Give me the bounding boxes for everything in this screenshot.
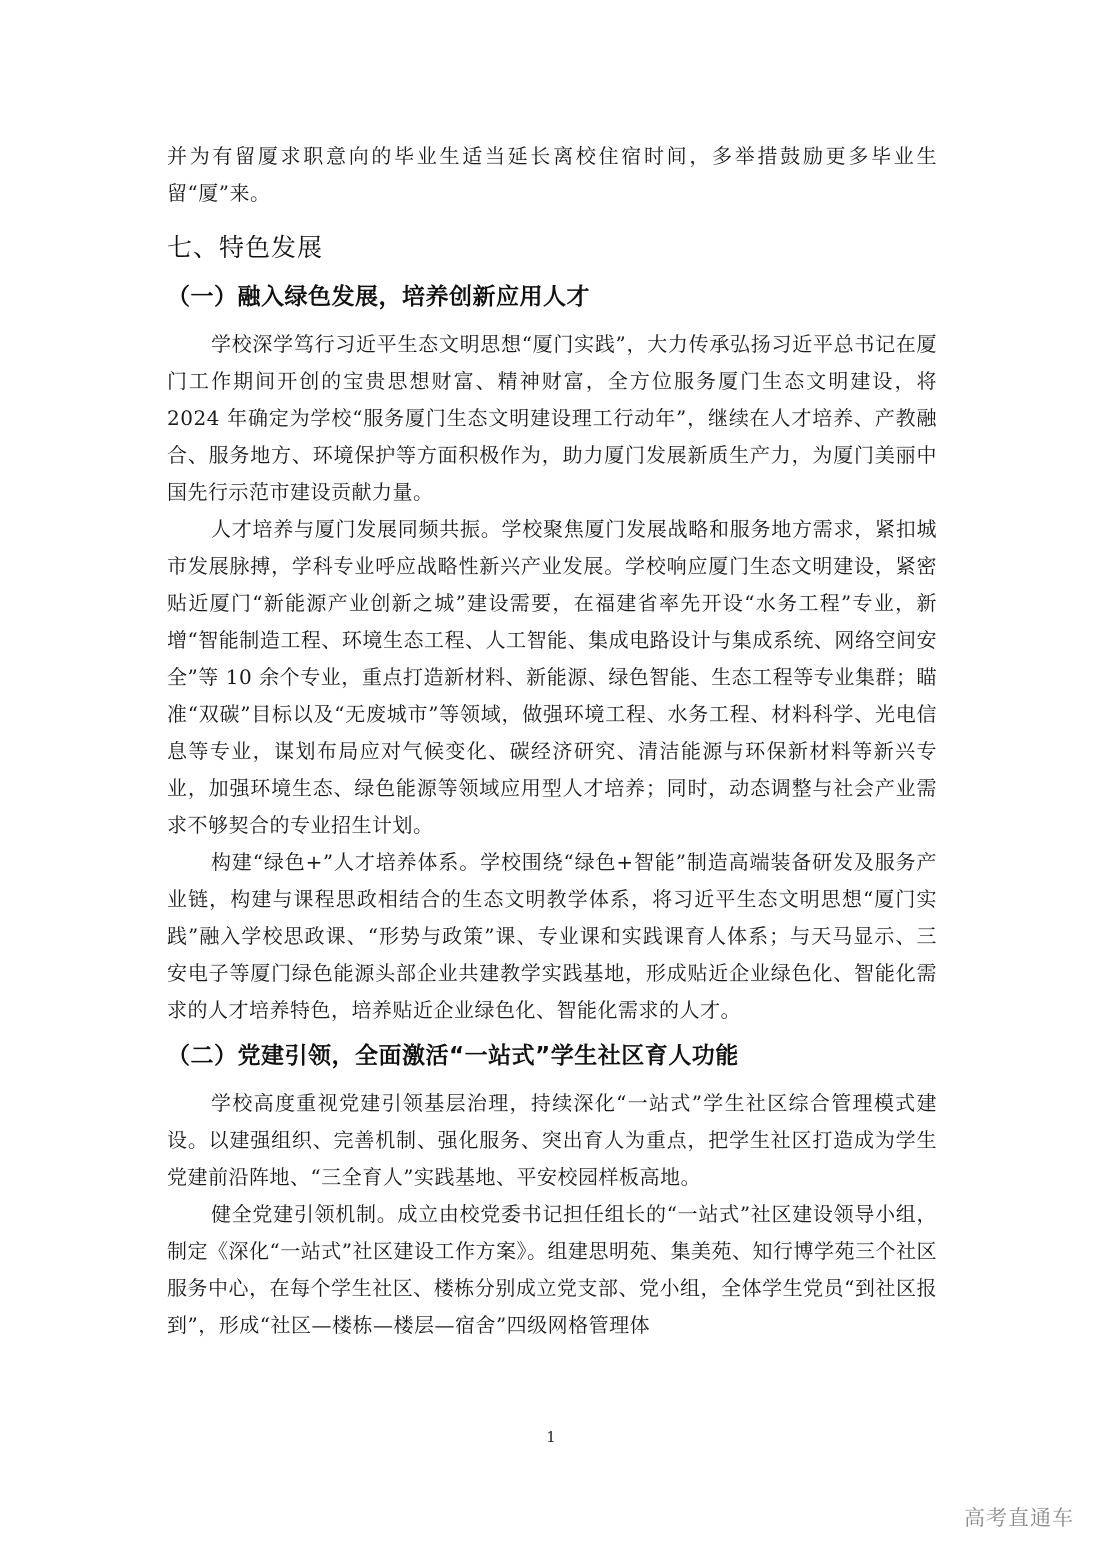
watermark: 高考直通车	[964, 1506, 1074, 1530]
subsection-2-paragraph-2: 健全党建引领机制。成立由校党委书记担任组长的“一站式”社区建设领导小组，制定《深化“一站式”社区建设工作方案》。组建思明苑、集美苑、知行博学苑三个社区服务中心，在每个学生社区、楼栋分别成立党支部、党小组，全体学生党员“到社区报到”，形成“社区—楼栋—楼层—宿舍”四级网格管理体	[167, 1202, 937, 1337]
section-heading: 七、特色发展	[167, 233, 324, 262]
document-body	[167, 138, 937, 1344]
subsection-1-heading: （一）融入绿色发展，培养创新应用人才	[167, 284, 590, 310]
subsection-2-paragraph-1: 学校高度重视党建引领基层治理，持续深化“一站式”学生社区综合管理模式建设。以建强组织、完善机制、强化服务、突出育人为重点，把学生社区打造成为学生党建前沿阵地、“三全育人”实践基地、平安校园样板高地。	[167, 1091, 937, 1189]
subsection-1-paragraph-3: 构建“绿色+”人才培养体系。学校围绕“绿色+智能”制造高端装备研发及服务产业链，构建与课程思政相结合的生态文明教学体系，将习近平生态文明思想“厦门实践”融入学校思政课、“形势与政策”课、专业课和实践课育人体系；与天马显示、三安电子等厦门绿色能源头部企业共建教学实践基地，形成贴近企业绿色化、智能化需求的人才培养特色，培养贴近企业绿色化、智能化需求的人才。	[167, 850, 937, 1022]
subsection-1-paragraph-2: 人才培养与厦门发展同频共振。学校聚焦厦门发展战略和服务地方需求，紧扣城市发展脉搏，学科专业呼应战略性新兴产业发展。学校响应厦门生态文明建设，紧密贴近厦门“新能源产业创新之城”建设需要，在福建省率先开设“水务工程”专业，新增“智能制造工程、环境生态工程、人工智能、集成电路设计与集成系统、网络空间安全”等 10 余个专业，重点打造新材料、新能源、绿色智能、生态工程等专业集群；瞄准“双碳”目标以及“无废城市”等领域，做强环境工程、水务工程、材料科学、光电信息等专业，谋划布局应对气候变化、碳经济研究、清洁能源与环保新材料等新兴专业，加强环境生态、绿色能源等领域应用型人才培养；同时，动态调整与社会产业需求不够契合的专业招生计划。	[167, 517, 937, 837]
page-number: 1	[546, 1428, 556, 1446]
intro-paragraph: 并为有留厦求职意向的毕业生适当延长离校住宿时间，多举措鼓励更多毕业生留“厦”来。	[167, 144, 937, 205]
subsection-1-paragraph-1: 学校深学笃行习近平生态文明思想“厦门实践”，大力传承弘扬习近平总书记在厦门工作期间开创的宝贵思想财富、精神财富，全方位服务厦门生态文明建设，将 2024 年确定为学校“服务厦门生态文明建设理工行动年”，继续在人才培养、产教融合、服务地方、环境保护等方面积极作为，助力厦门发展新质生产力，为厦门美丽中国先行示范市建设贡献力量。	[167, 332, 937, 504]
subsection-2-heading: （二）党建引领，全面激活“一站式”学生社区育人功能	[167, 1043, 739, 1069]
